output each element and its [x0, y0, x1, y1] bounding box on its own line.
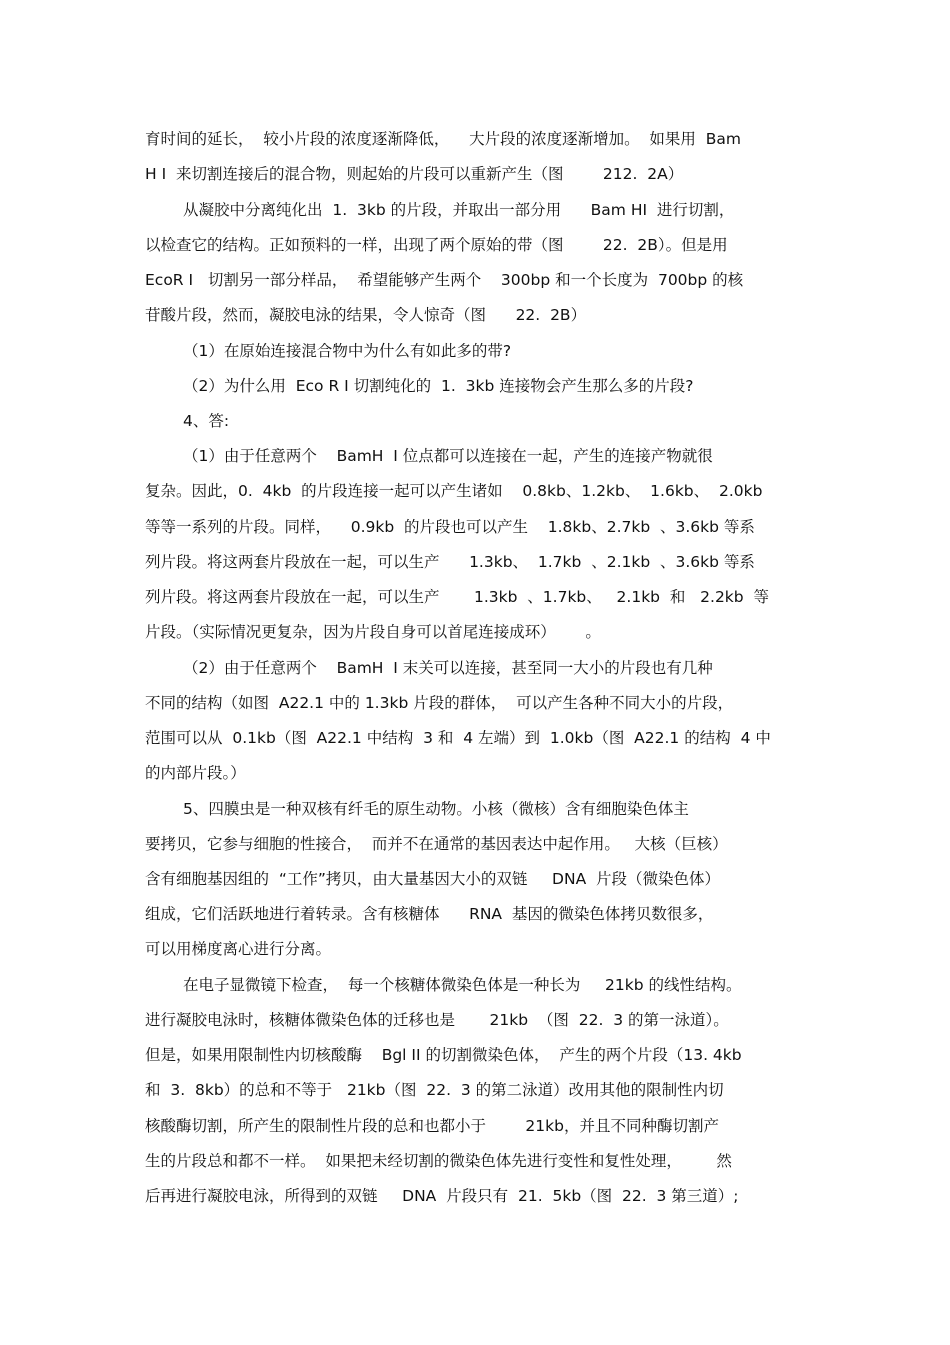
text-line: 5、四膜虫是一种双核有纤毛的原生动物。小核（微核）含有细胞染色体主 — [183, 800, 689, 818]
text-line: EcoR I 切割另一部分样品， 希望能够产生两个 300bp 和一个长度为 700bp 的核 — [145, 271, 744, 289]
text-line: 生的片段总和都不一样。 如果把未经切割的微染色体先进行变性和复性处理， 然 — [145, 1152, 732, 1170]
text-line: H I 来切割连接后的混合物，则起始的片段可以重新产生（图 212. 2A） — [145, 165, 684, 183]
text-line: 核酸酶切割，所产生的限制性片段的总和也都小于 21kb，并且不同种酶切割产 — [145, 1117, 719, 1135]
text-line: 片段。（实际情况更复杂，因为片段自身可以首尾连接成环） 。 — [145, 623, 601, 641]
text-line: 以检查它的结构。正如预料的一样，出现了两个原始的带（图 22. 2B）。但是用 — [145, 236, 728, 254]
text-line: 等等一系列的片段。同样， 0.9kb 的片段也可以产生 1.8kb、2.7kb 、3.6kb 等系 — [145, 518, 755, 536]
text-line: 和 3. 8kb）的总和不等于 21kb（图 22. 3 的第二泳道）改用其他的限制性内切 — [145, 1081, 724, 1099]
text-line: 组成，它们活跃地进行着转录。含有核糖体 RNA 基因的微染色体拷贝数很多， — [145, 905, 714, 923]
text-line: 列片段。将这两套片段放在一起，可以生产 1.3kb、 1.7kb 、2.1kb 、3.6kb 等系 — [145, 553, 755, 571]
text-line: 苷酸片段，然而，凝胶电泳的结果，令人惊奇（图 22. 2B） — [145, 306, 587, 324]
text-line: 复杂。因此，0. 4kb 的片段连接一起可以产生诸如 0.8kb、1.2kb、 1.6kb、 2.0kb — [145, 482, 763, 500]
text-line: 要拷贝，它参与细胞的性接合， 而并不在通常的基因表达中起作用。 大核（巨核） — [145, 835, 728, 853]
text-line: 但是，如果用限制性内切核酸酶 Bgl II 的切割微染色体， 产生的两个片段（13. 4kb — [145, 1046, 742, 1064]
text-line: 的内部片段。） — [145, 764, 246, 782]
text-line: 含有细胞基因组的 “工作”拷贝，由大量基因大小的双链 DNA 片段（微染色体） — [145, 870, 721, 888]
text-line: 从凝胶中分离纯化出 1. 3kb 的片段，并取出一部分用 Bam HI 进行切割， — [183, 201, 735, 219]
text-line: 在电子显微镜下检查， 每一个核糖体微染色体是一种长为 21kb 的线性结构。 — [183, 976, 742, 994]
text-line: （1）在原始连接混合物中为什么有如此多的带? — [183, 342, 512, 360]
text-line: 4、答: — [183, 412, 230, 430]
text-line: （2）为什么用 Eco R I 切割纯化的 1. 3kb 连接物会产生那么多的片段? — [183, 377, 694, 395]
text-line: 列片段。将这两套片段放在一起，可以生产 1.3kb 、1.7kb、 2.1kb 和 2.2kb 等 — [145, 588, 769, 606]
text-line: 不同的结构（如图 A22.1 中的 1.3kb 片段的群体， 可以产生各种不同大小的片段， — [145, 694, 734, 712]
text-line: 进行凝胶电泳时，核糖体微染色体的迁移也是 21kb （图 22. 3 的第一泳道）。 — [145, 1011, 729, 1029]
text-line: （2）由于任意两个 BamH I 末关可以连接，甚至同一大小的片段也有几种 — [183, 659, 713, 677]
text-line: 后再进行凝胶电泳，所得到的双链 DNA 片段只有 21. 5kb（图 22. 3 第三道）; — [145, 1187, 739, 1205]
text-line: 范围可以从 0.1kb（图 A22.1 中结构 3 和 4 左端）到 1.0kb（图 A22.1 的结构 4 中 — [145, 729, 771, 747]
text-line: 育时间的延长， 较小片段的浓度逐渐降低， 大片段的浓度逐渐增加。 如果用 Bam — [145, 130, 742, 148]
text-line: （1）由于任意两个 BamH I 位点都可以连接在一起，产生的连接产物就很 — [183, 447, 713, 465]
text-line: 可以用梯度离心进行分离。 — [145, 940, 332, 958]
